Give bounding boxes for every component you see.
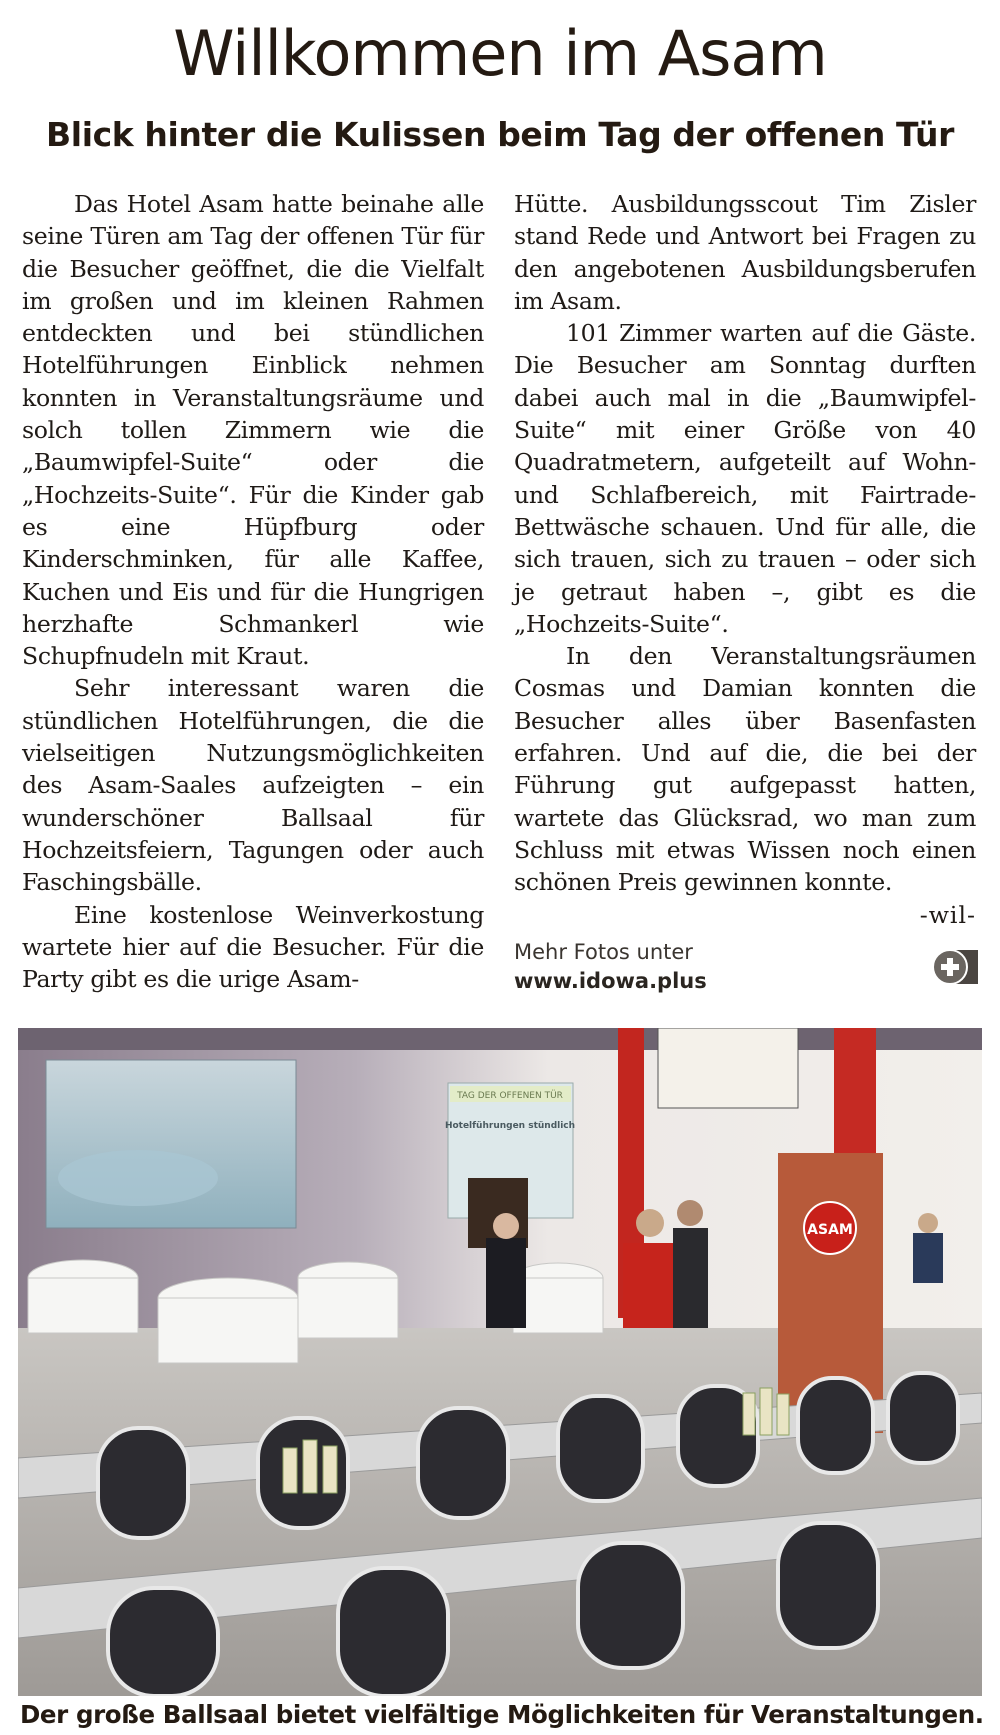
plus-icon[interactable] bbox=[930, 947, 980, 987]
paragraph-1: Das Hotel Asam hatte beinahe alle seine Türen am Tag der offenen Tür für die Besucher geöffnet, die die Vielfalt im großen und im kleinen Rahmen entdeckten und bei stündlichen Hotelführungen Einblick nehmen konnten in Veranstaltungsräume und solch tollen Zimmern wie die „Baumwipfel-Suite“ oder die „Hochzeits-Suite“. Für die Kinder gab es eine Hüpfburg oder Kinderschminken, für alle Kaffee, Kuchen und Eis und für die Hungrigen herzhafte Schmankerl wie Schupfnudeln mit Kraut. bbox=[22, 190, 484, 671]
banner-subtitle: Hotelführungen stündlich bbox=[444, 1121, 576, 1131]
paragraph-3: Eine kostenlose Weinverkostung wartete hier auf die Besucher. Für die Party gibt es die urige Asam- bbox=[22, 900, 484, 994]
headline: Willkommen im Asam bbox=[173, 17, 827, 90]
chalkboard bbox=[468, 1178, 528, 1248]
photo-caption: Der große Ballsaal bietet vielfältige Möglichkeiten für Veranstaltungen. bbox=[20, 1700, 984, 1729]
subheadline: Blick hinter die Kulissen beim Tag der offenen Tür bbox=[46, 115, 954, 154]
paragraph-4: 101 Zimmer warten auf die Gäste. Die Besucher am Sonntag durften dabei auch mal in die „Baumwipfel-Suite“ mit einer Größe von 40 Quadratmetern, aufgeteilt auf Wohn- und Schlafbereich, mit Fairtrade-Bettwäsche schauen. Und für alle, die sich trauen, sich zu trauen – oder sich je getraut haben –, gibt es die „Hochzeits-Suite“. bbox=[514, 319, 976, 638]
banner-title: TAG DER OFFENEN TÜR bbox=[457, 1091, 563, 1101]
paragraph-3-continued: Hütte. Ausbildungsscout Tim Zisler stand Rede und Antwort bei Fragen zu den angebotenen Ausbildungsberufen im Asam. bbox=[514, 190, 976, 315]
paragraph-5 bbox=[514, 640, 976, 929]
article-column-right bbox=[514, 188, 976, 931]
article-column-left bbox=[22, 188, 484, 995]
author-signature: -wil- bbox=[919, 900, 976, 929]
paragraph-2: Sehr interessant waren die stündlichen Hotelführungen, die die vielseitigen Nutzungsmöglichkeiten des Asam-Saales aufzeigten – ein wunderschöner Ballsaal für Hochzeitsfeiern, Tagungen oder auch Faschingsbälle. bbox=[22, 674, 484, 897]
window bbox=[658, 1028, 798, 1108]
more-photos-box bbox=[514, 938, 984, 996]
more-photos-label: Mehr Fotos unter bbox=[514, 940, 693, 964]
more-photos-link[interactable]: www.idowa.plus bbox=[514, 969, 707, 993]
ballroom-photo bbox=[18, 1028, 982, 1696]
rollup-brand: ASAM bbox=[807, 1222, 853, 1238]
paragraph-5-text: In den Veranstaltungsräumen Cosmas und Damian konnten die Besucher alles über Basenfasten erfahren. Und auf die, die bei der Führung gut aufgepasst hatten, wartete das Glücksrad, wo man zum Schluss mit etwas Wissen noch einen schönen Preis gewinnen konnte. bbox=[514, 642, 976, 897]
